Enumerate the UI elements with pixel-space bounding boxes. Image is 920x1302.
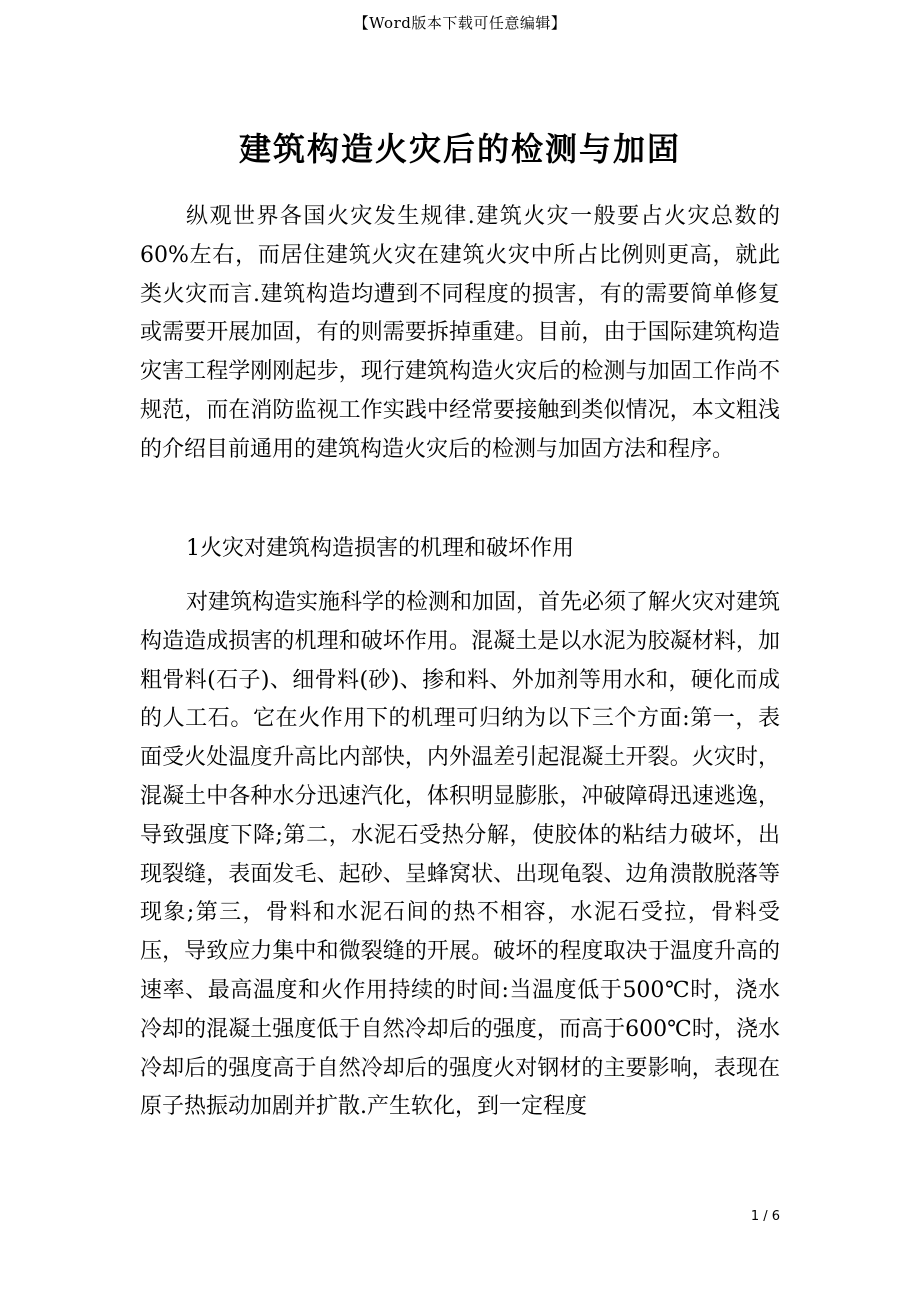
section-heading: 1火灾对建筑构造损害的机理和破坏作用 xyxy=(186,536,574,561)
intro-paragraph: 纵观世界各国火灾发生规律.建筑火灾一般要占火灾总数的60%左右，而居住建筑火灾在建筑火灾中所占比例则更高，就此类火灾而言.建筑构造均遭到不同程度的损害，有的需要简单修复或需要开展加固，有的则需要拆掉重建。目前，由于国际建筑构造灾害工程学刚刚起步，现行建筑构造火灾后的检测与加固工作尚不规范，而在消防监视工作实践中经常要接触到类似情况，本文粗浅的介绍目前通用的建筑构造火灾后的检测与加固方法和程序。 xyxy=(140,204,780,462)
document-title: 建筑构造火灾后的检测与加固 xyxy=(238,130,681,168)
page-number: 1 / 6 xyxy=(750,1209,780,1224)
download-note: 【Word版本下载可任意编辑】 xyxy=(353,14,567,32)
section-body-paragraph: 对建筑构造实施科学的检测和加固，首先必须了解火灾对建筑构造造成损害的机理和破坏作用。混凝土是以水泥为胶凝材料，加粗骨料(石子)、细骨料(砂)、掺和料、外加剂等用水和，硬化而成的人工石。它在火作用下的机理可归纳为以下三个方面:第一，表面受火处温度升高比内部快，内外温差引起混凝土开裂。火灾时，混凝土中各种水分迅速汽化，体积明显膨胀，冲破障碍迅速逃逸，导致强度下降;第二，水泥石受热分解，使胶体的粘结力破坏，出现裂缝，表面发毛、起砂、呈蜂窝状、出现龟裂、边角溃散脱落等现象;第三，骨料和水泥石间的热不相容，水泥石受拉，骨料受压，导致应力集中和微裂缝的开展。破坏的程度取决于温度升高的速率、最高温度和火作用持续的时间:当温度低于500℃时，浇水冷却的混凝土强度低于自然冷却后的强度，而高于600℃时，浇水冷却后的强度高于自然冷却后的强度火对钢材的主要影响，表现在原子热振动加剧并扩散.产生软化，到一定程度 xyxy=(140,590,781,1120)
